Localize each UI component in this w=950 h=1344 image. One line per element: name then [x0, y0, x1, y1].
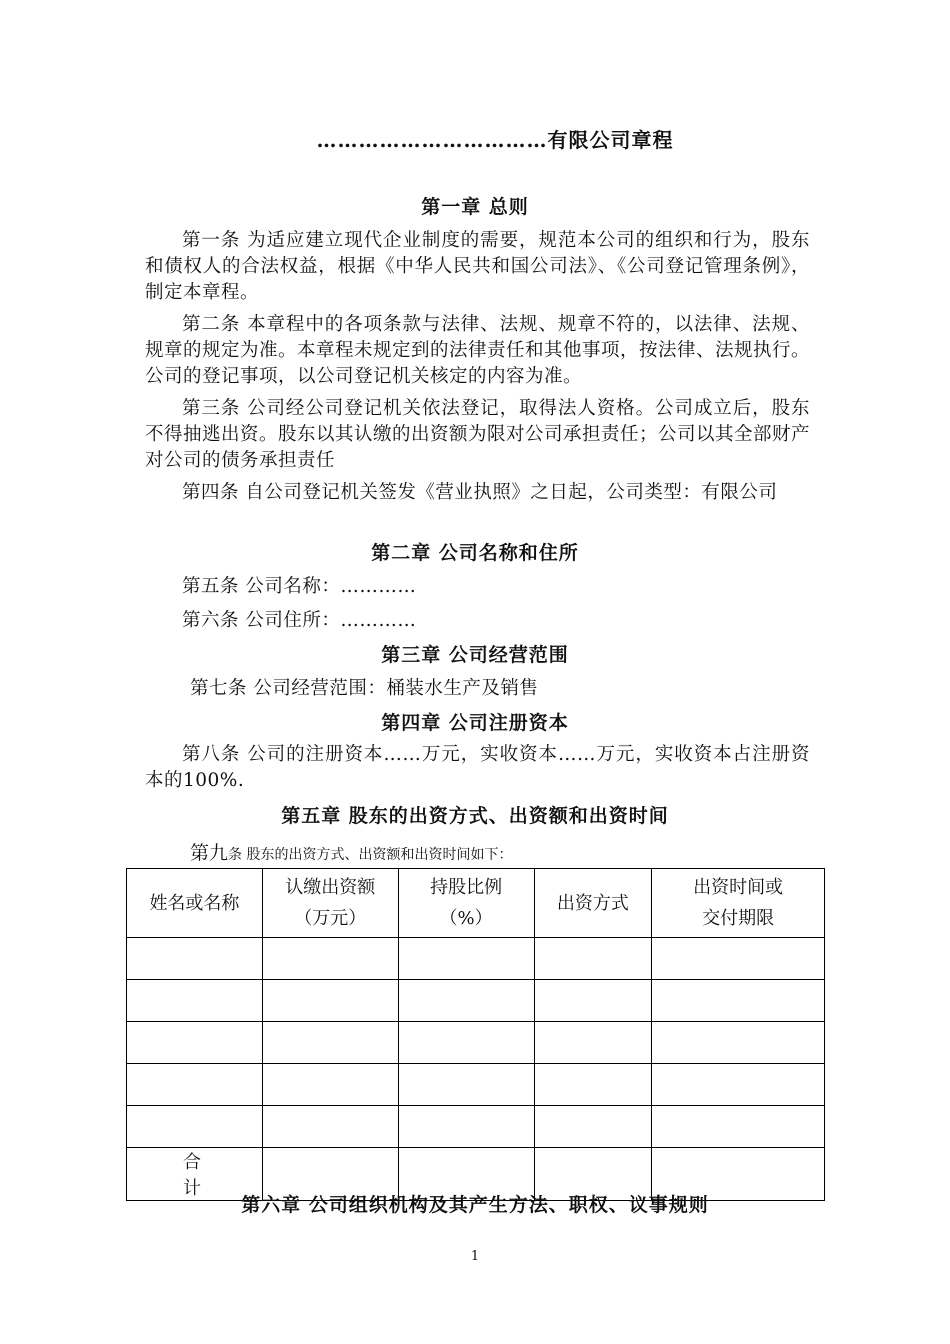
article-6: 第六条 公司住所：………… — [182, 610, 417, 631]
article-9-lead: 第九 — [190, 842, 229, 864]
article-5: 第五条 公司名称：………… — [182, 576, 417, 597]
table-row — [127, 938, 825, 980]
page-number: 1 — [470, 1249, 480, 1264]
chapter-1-heading: 第一章 总则 — [421, 196, 529, 218]
capital-contribution-table — [126, 868, 825, 1201]
article-7: 第七条 公司经营范围：桶装水生产及销售 — [190, 678, 539, 699]
chapter-6-heading: 第六章 公司组织机构及其产生方法、职权、议事规则 — [241, 1194, 709, 1216]
article-8: 第八条 公司的注册资本……万元，实收资本……万元，实收资本占注册资本的100%. — [145, 744, 810, 791]
header-name: 姓名或名称 — [127, 869, 263, 938]
chapter-5-heading: 第五章 股东的出资方式、出资额和出资时间 — [281, 805, 669, 827]
header-subscribed-capital: 认缴出资额 （万元） — [262, 869, 398, 938]
article-4: 第四条 自公司登记机关签发《营业执照》之日起，公司类型：有限公司 — [182, 482, 778, 503]
table-row — [127, 1106, 825, 1148]
chapter-2-heading: 第二章 公司名称和住所 — [371, 542, 579, 564]
chapter-4-heading: 第四章 公司注册资本 — [381, 712, 569, 734]
article-1: 第一条 为适应建立现代企业制度的需要，规范本公司的组织和行为，股东和债权人的合法权益，根据《中华人民共和国公司法》、《公司登记管理条例》，制定本章程。 — [145, 230, 810, 303]
article-9 — [190, 838, 512, 865]
article-9-text: 条 股东的出资方式、出资额和出资时间如下： — [228, 847, 513, 863]
document-title: ……………………………有限公司章程 — [316, 128, 674, 152]
total-label: 合 计 — [127, 1148, 263, 1201]
article-3: 第三条 公司经公司登记机关依法登记，取得法人资格。公司成立后，股东不得抽逃出资。股东以其认缴的出资额为限对公司承担责任；公司以其全部财产对公司的债务承担责任 — [145, 398, 811, 471]
header-contribution-time: 出资时间或 交付期限 — [652, 869, 825, 938]
chapter-3-heading: 第三章 公司经营范围 — [381, 644, 569, 666]
table-row — [127, 1022, 825, 1064]
table-header-row — [127, 869, 825, 938]
table-row — [127, 1064, 825, 1106]
article-2: 第二条 本章程中的各项条款与法律、法规、规章不符的，以法律、法规、规章的规定为准。本章程未规定到的法律责任和其他事项，按法律、法规执行。公司的登记事项，以公司登记机关核定的内容为准。 — [145, 314, 811, 387]
header-contribution-method: 出资方式 — [534, 869, 652, 938]
header-shareholding-ratio: 持股比例 （%） — [398, 869, 534, 938]
table-row — [127, 980, 825, 1022]
